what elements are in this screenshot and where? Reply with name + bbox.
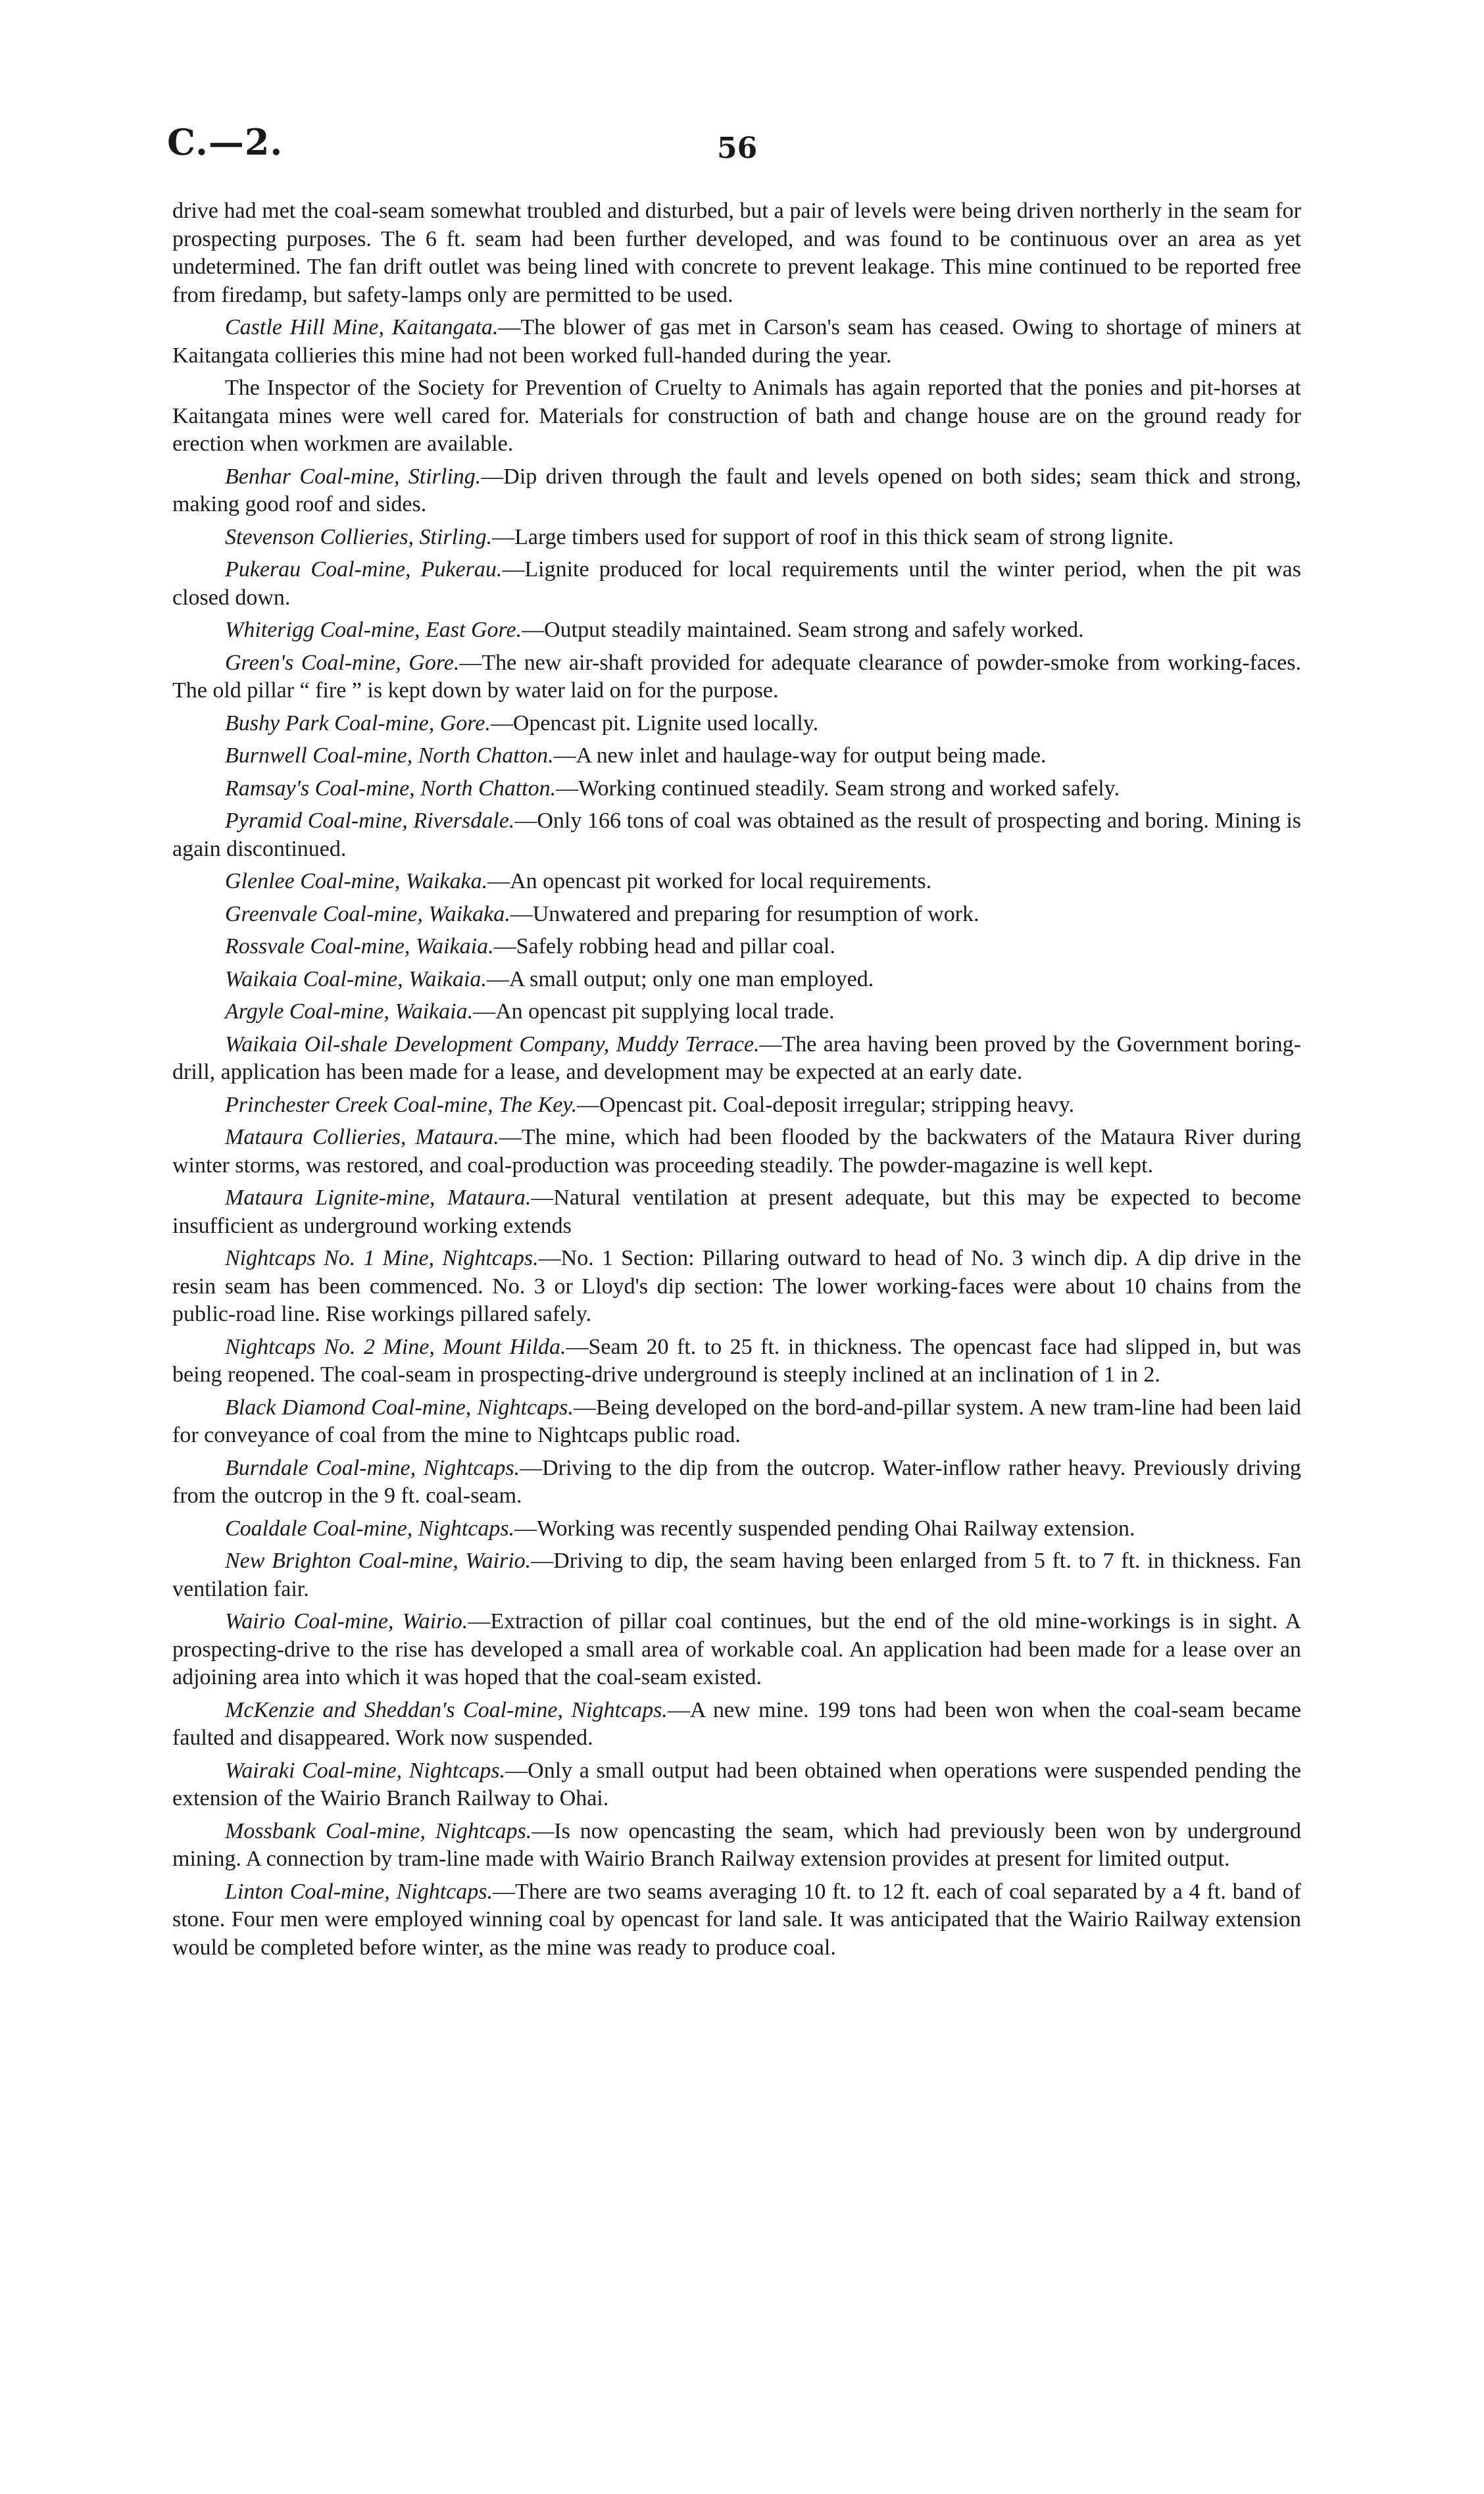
paragraph-text: —Safely robbing head and pillar coal.	[493, 934, 835, 959]
paragraph	[172, 710, 1301, 738]
paragraph-title: Linton Coal-mine, Nightcaps.	[225, 1879, 493, 1904]
paragraph	[172, 374, 1301, 459]
paragraph-text: —An opencast pit worked for local requirements.	[487, 869, 932, 893]
paragraph-title: Nightcaps No. 1 Mine, Nightcaps.	[225, 1246, 539, 1270]
paragraph	[172, 1547, 1301, 1603]
paragraph	[172, 807, 1301, 863]
paragraph-text: —Working was recently suspended pending Ohai Railway extension.	[514, 1516, 1135, 1541]
paragraph-text: —No. 1 Section: Pillaring outward to head of No. 3 winch dip. A dip drive in the resin seam has been commenced. No. 3 or Lloyd's dip section: The lower working-faces were about 10 chains from the public-road line. Rise workings pillared safely.	[172, 1246, 1302, 1326]
paragraph	[172, 314, 1301, 370]
paragraph-title: Ramsay's Coal-mine, North Chatton.	[225, 776, 556, 801]
paragraph-text: —Large timbers used for support of roof in this thick seam of strong lignite.	[492, 524, 1174, 549]
paragraph-text: The Inspector of the Society for Prevention of Cruelty to Animals has again reported that the ponies and pit-horses at Kaitangata mines were well cared for. Materials for construction of bath and change house are on the ground ready for erection when workmen are available.	[172, 376, 1301, 456]
paragraph	[172, 742, 1301, 770]
paragraph-text: —The mine, which had been flooded by the backwaters of the Mataura River during winter storms, was restored, and coal-production was proceeding steadily. The powder-magazine is well kept.	[172, 1125, 1301, 1178]
paragraph	[172, 1455, 1301, 1510]
paragraph-title: Whiterigg Coal-mine, East Gore.	[225, 618, 522, 642]
paragraph	[172, 1515, 1301, 1543]
paragraph-title: Burndale Coal-mine, Nightcaps.	[225, 1455, 520, 1480]
paragraph-text: —A new mine. 199 tons had been won when the coal-seam became faulted and disappeared. Work now suspended.	[172, 1697, 1301, 1750]
paragraph-text: —Driving to the dip from the outcrop. Water-inflow rather heavy. Previously driving from the outcrop in the 9 ft. coal-seam.	[172, 1455, 1301, 1508]
paragraph	[172, 966, 1301, 994]
paragraph	[172, 775, 1301, 803]
paragraph	[172, 1878, 1301, 1962]
paragraph	[172, 524, 1301, 552]
paragraph-title: Castle Hill Mine, Kaitangata.	[225, 315, 499, 339]
paragraph-text: —The area having been proved by the Government boring-drill, application has been made for a lease, and development may be expected at an early date.	[172, 1032, 1301, 1084]
paragraph-text: —Being developed on the bord-and-pillar system. A new tram-line had been laid for conveyance of coal from the mine to Nightcaps public road.	[172, 1395, 1301, 1447]
paragraph-title: Wairaki Coal-mine, Nightcaps.	[225, 1758, 506, 1783]
paragraph-title: Coaldale Coal-mine, Nightcaps.	[225, 1516, 515, 1541]
paragraph-title: Pukerau Coal-mine, Pukerau.	[225, 557, 503, 582]
paragraph-text: —An opencast pit supplying local trade.	[473, 999, 835, 1024]
paragraph-text: —Natural ventilation at present adequate, but this may be expected to become insufficient as underground working extends	[172, 1185, 1301, 1238]
paragraph-text: —Only a small output had been obtained when operations were suspended pending the extension of the Wairio Branch Railway to Ohai.	[172, 1758, 1301, 1810]
paragraph-text: —Is now opencasting the seam, which had previously been won by underground mining. A connection by tram-line made with Wairio Branch Railway extension provides at present for limited output.	[172, 1818, 1301, 1871]
paragraph	[172, 1394, 1301, 1450]
paragraph-title: Mataura Lignite-mine, Mataura.	[225, 1185, 532, 1210]
paragraph	[172, 1334, 1301, 1389]
paragraph-title: Mossbank Coal-mine, Nightcaps.	[225, 1818, 532, 1843]
paragraph-title: New Brighton Coal-mine, Wairio.	[225, 1549, 532, 1573]
paragraph-title: Glenlee Coal-mine, Waikaka.	[225, 869, 488, 893]
paragraph-title: Princhester Creek Coal-mine, The Key.	[225, 1092, 578, 1117]
paragraph-title: Waikaia Coal-mine, Waikaia.	[225, 966, 487, 991]
paragraph	[172, 1608, 1301, 1692]
paragraph	[172, 1124, 1301, 1180]
paragraph-title: Waikaia Oil-shale Development Company, Muddy Terrace.	[225, 1032, 760, 1057]
paragraph-title: Stevenson Collieries, Stirling.	[225, 524, 493, 549]
paragraph-text: —Opencast pit. Coal-deposit irregular; stripping heavy.	[577, 1092, 1075, 1117]
paragraph	[172, 556, 1301, 612]
paragraph-text: —Working continued steadily. Seam strong and worked safely.	[556, 776, 1120, 801]
paragraph-text: —There are two seams averaging 10 ft. to 12 ft. each of coal separated by a 4 ft. band of stone. Four men were employed winning coal by opencast for land sale. It was anticipated that the Wairio Railway extension would be completed before winter, as the mine was ready to produce coal.	[172, 1879, 1302, 1960]
paragraph-title: Pyramid Coal-mine, Riversdale.	[225, 809, 515, 833]
paragraph-text: —The blower of gas met in Carson's seam has ceased. Owing to shortage of miners at Kaitangata collieries this mine had not been worked full-handed during the year.	[172, 315, 1301, 368]
paragraph-text: —Lignite produced for local requirements until the winter period, when the pit was closed down.	[172, 557, 1302, 610]
paragraph	[172, 1031, 1301, 1087]
paragraph	[172, 1818, 1301, 1874]
paragraph-text: —Output steadily maintained. Seam strong and safely worked.	[522, 618, 1084, 642]
paragraph-title: Mataura Collieries, Mataura.	[225, 1125, 499, 1149]
paragraph-text: —Seam 20 ft. to 25 ft. in thickness. The opencast face had slipped in, but was being reopened. The coal-seam in prospecting-drive underground is steeply inclined at an inclination of 1 in 2.	[172, 1334, 1301, 1387]
paragraph-text: —Unwatered and preparing for resumption of work.	[510, 901, 979, 926]
paragraph-title: Rossvale Coal-mine, Waikaia.	[225, 934, 494, 959]
paragraph-text: —A small output; only one man employed.	[486, 966, 874, 991]
paragraph-title: Argyle Coal-mine, Waikaia.	[225, 999, 474, 1024]
paragraph	[172, 1697, 1301, 1753]
paragraph-text: —A new inlet and haulage-way for output being made.	[553, 743, 1047, 768]
paragraph-text: —Driving to dip, the seam having been enlarged from 5 ft. to 7 ft. in thickness. Fan ventilation fair.	[172, 1549, 1302, 1601]
paragraph-text: —Opencast pit. Lignite used locally.	[490, 711, 819, 736]
page-number: 56	[717, 132, 758, 165]
paragraph-title: Nightcaps No. 2 Mine, Mount Hilda.	[225, 1334, 566, 1359]
paragraph	[172, 1091, 1301, 1120]
paragraph-text: drive had met the coal-seam somewhat troubled and disturbed, but a pair of levels were being driven northerly in the seam for prospecting purposes. The 6 ft. seam had been further developed, and was found to be continuous over an area as yet undetermined. The fan drift outlet was being lined with concrete to prevent leakage. This mine continued to be reported free from firedamp, but safety-lamps only are permitted to be used.	[172, 199, 1301, 307]
paragraph-text: —Dip driven through the fault and levels opened on both sides; seam thick and strong, making good roof and sides.	[172, 464, 1301, 516]
paragraph	[172, 1245, 1301, 1329]
paragraph-title: Burnwell Coal-mine, North Chatton.	[225, 743, 554, 768]
paragraph-title: Black Diamond Coal-mine, Nightcaps.	[225, 1395, 574, 1420]
report-body	[172, 197, 1301, 1966]
paragraph	[172, 649, 1301, 705]
paragraph	[172, 901, 1301, 929]
paragraph	[172, 197, 1301, 309]
paragraph	[172, 998, 1301, 1026]
paragraph	[172, 1184, 1301, 1240]
paragraph	[172, 933, 1301, 961]
paragraph-text: —Extraction of pillar coal continues, but the end of the old mine-workings is in sight. A prospecting-drive to the rise has developed a small area of workable coal. An application had been made for a lease over an adjoining area into which it was hoped that the coal-seam existed.	[172, 1609, 1301, 1689]
paragraph	[172, 616, 1301, 645]
paragraph-text: —Only 166 tons of coal was obtained as the result of prospecting and boring. Mining is again discontinued.	[172, 809, 1301, 861]
paragraph-text: —The new air-shaft provided for adequate clearance of powder-smoke from working-faces. The old pillar “ fire ” is kept down by water laid on for the purpose.	[172, 650, 1302, 703]
paragraph-title: Green's Coal-mine, Gore.	[225, 650, 460, 675]
paragraph-title: Greenvale Coal-mine, Waikaka.	[225, 901, 510, 926]
document-reference: C.—2.	[167, 121, 284, 163]
paragraph	[172, 868, 1301, 896]
paragraph-title: McKenzie and Sheddan's Coal-mine, Nightcaps.	[225, 1697, 668, 1722]
paragraph-title: Bushy Park Coal-mine, Gore.	[225, 711, 491, 736]
paragraph	[172, 463, 1301, 519]
paragraph-title: Wairio Coal-mine, Wairio.	[225, 1609, 468, 1634]
paragraph	[172, 1757, 1301, 1813]
paragraph-title: Benhar Coal-mine, Stirling.	[225, 464, 482, 489]
